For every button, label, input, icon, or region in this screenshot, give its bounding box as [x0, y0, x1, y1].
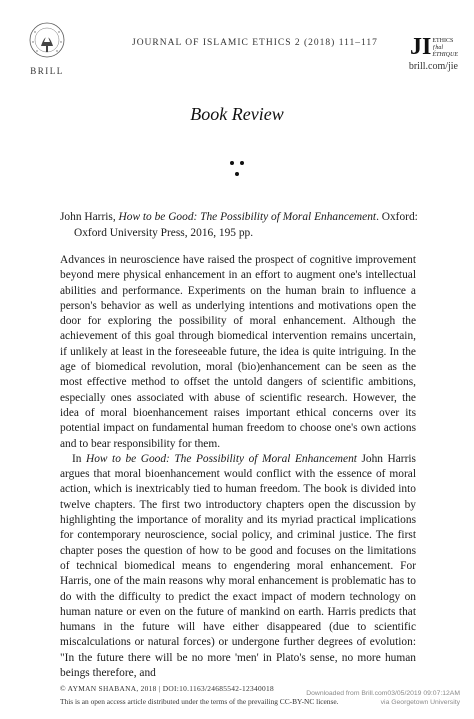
logo-sub-line3: ÉTHIQUE — [432, 52, 458, 58]
logo-sub-line2: ƒhal — [432, 45, 443, 51]
section-title: Book Review — [190, 104, 284, 124]
paragraph-2-lead: In — [72, 452, 87, 465]
review-body — [60, 253, 416, 681]
journal-logo — [410, 36, 458, 59]
license-note: This is an open access article distributed under the terms of the prevailing CC-BY-NC license. — [60, 697, 339, 706]
paragraph-2 — [60, 452, 416, 681]
journal-logo-letters: JI — [409, 34, 432, 60]
brill-logo — [20, 20, 74, 82]
watermark-line2: via Georgetown University — [380, 699, 460, 706]
citation-book-title: How to be Good: The Possibility of Moral Enhancement — [118, 211, 377, 223]
book-citation — [60, 209, 450, 241]
paragraph-2-book-title: How to be Good: The Possibility of Moral Enhancement — [86, 452, 357, 465]
paragraph-1: Advances in neuroscience have raised the prospect of cognitive improvement beyond mere physical enhancement in an effort to augment one's intellectual abilities and performance. Experiments on the human brain to influence a person's behavior as well as underlying intentions and motivations open the door for exploring the possibility of moral enhancement. Although the achievement of this goal through biomedical intervention remains uncertain, if unlikely at least in the foreseeable future, the idea is quite intriguing. In the age of biomedical revolution, moral (bio)enhancement can be seen as the most effective method to offset the untold dangers of scientific ambitions, especially ones associated with abuse of scientific research. However, the idea of moral bioenhancement raises important ethical concerns over its potential impact on fundamental human freedom to choose one's own actions and to bear responsibility for them. — [60, 254, 416, 450]
watermark-line1: Downloaded from Brill.com03/05/2019 09:07:12AM — [306, 690, 460, 697]
citation-publication: . Oxford: Oxford University Press, 2016, 195 pp. — [74, 211, 418, 239]
download-watermark — [306, 689, 460, 707]
logo-sub-line1: ETHICS — [432, 38, 454, 44]
publisher-name: BRILL — [30, 66, 64, 76]
journal-logo-subtitle — [432, 38, 458, 59]
citation-author: John Harris, — [60, 211, 119, 223]
journal-logo-block — [378, 36, 458, 72]
paragraph-2-rest: John Harris argues that moral bioenhancement would conflict with the essence of moral action, which is inextricably tied to human freedom. The book is divided into twelve chapters. The first two introductory chapters open the discussion by highlighting the importance of morality and its myriad practical implications for contemporary neuroscience, social policy, and criminal justice. The first chapter poses the question of how to be good and focuses on the limitations of technical biomedical means to engendering moral enhancement. For Harris, one of the main reasons why moral enhancement is problematic has to do with the difficulty to predict the exact impact of modern technology on human nature or even on the future of mankind on earth. Harris predicts that humans in the future will have either disappeared (due to scientific miscalculations or natural forces) or undergone further degrees of evolution: "In the future there will be no more 'men' in Plato's sense, no more human beings therefore, and — [60, 452, 416, 680]
copyright-doi: © AYMAN SHABANA, 2018 | DOI:10.1163/24685542-12340018 — [60, 684, 274, 693]
running-header: JOURNAL OF ISLAMIC ETHICS 2 (2018) 111–117 — [132, 38, 378, 48]
journal-url-link[interactable]: brill.com/jie — [408, 61, 458, 72]
ornament-icon — [228, 159, 246, 179]
brill-emblem-icon — [27, 20, 67, 64]
